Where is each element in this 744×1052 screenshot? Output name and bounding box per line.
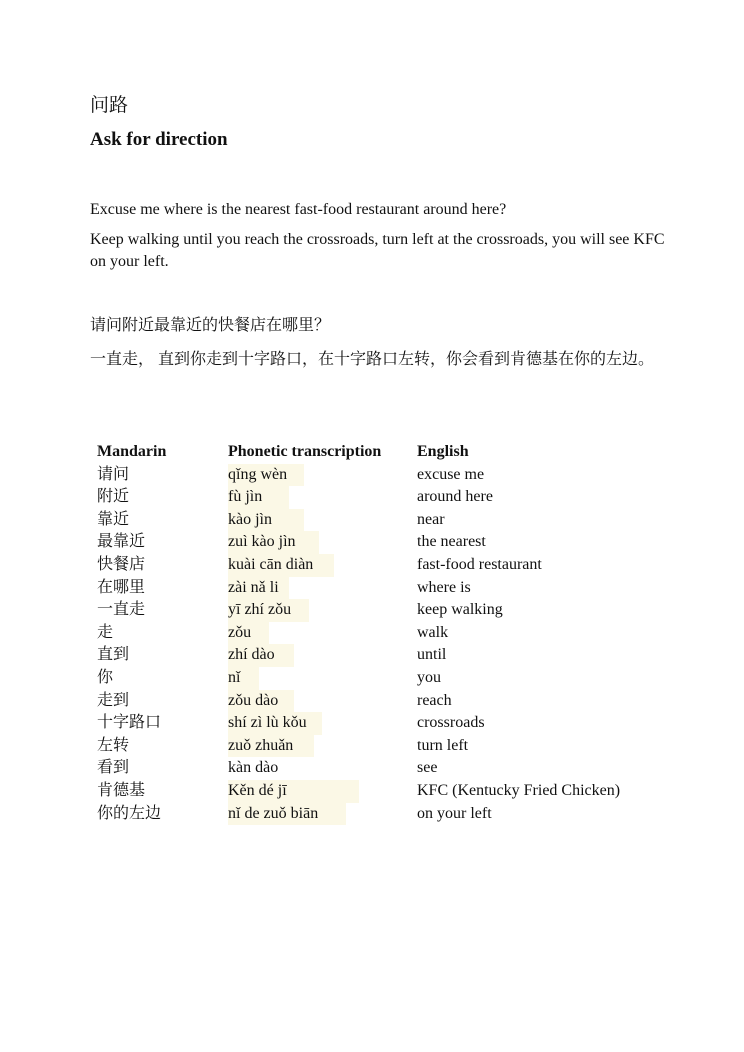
mandarin-cell: 十字路口 [97,714,162,732]
english-cell: walk [417,623,449,641]
english-cell: on your left [417,804,492,822]
phonetic-cell: kàn dào [228,759,279,777]
chinese-answer: 一直走， 直到你走到十字路口，在十字路口左转，你会看到肯德基在你的左边。 [90,351,655,368]
phonetic-cell: kuài cān diàn [228,554,334,577]
phonetic-cell: qǐng wèn [228,464,304,487]
header-mandarin: Mandarin [97,443,167,460]
phonetic-cell: nǐ de zuǒ biān [228,803,346,826]
english-cell: crossroads [417,714,485,732]
english-cell: KFC (Kentucky Fried Chicken) [417,781,621,799]
english-question: Excuse me where is the nearest fast-food restaurant around here? [90,201,507,218]
mandarin-cell: 走到 [97,691,130,709]
english-cell: fast-food restaurant [417,555,542,573]
phonetic-cell: zhí dào [228,644,294,667]
phonetic-cell: nǐ [228,667,259,690]
mandarin-cell: 肯德基 [97,781,146,799]
chinese-question: 请问附近最靠近的快餐店在哪里？ [90,317,331,334]
english-cell: near [417,510,445,528]
mandarin-cell: 附近 [97,488,130,506]
phonetic-cell: zài nǎ li [228,577,289,600]
phonetic-cell: fù jìn [228,486,289,509]
phonetic-cell: shí zì lù kǒu [228,712,322,735]
header-english: English [417,443,469,460]
phonetic-cell: kào jìn [228,509,304,532]
english-cell: turn left [417,736,469,754]
mandarin-cell: 一直走 [97,601,146,619]
english-cell: reach [417,691,452,709]
mandarin-cell: 靠近 [97,510,130,528]
page-title-chinese: 问路 [90,95,129,116]
mandarin-cell: 直到 [97,646,130,664]
phonetic-cell: zǒu dào [228,690,294,713]
english-cell: until [417,646,447,664]
mandarin-cell: 你 [97,668,114,686]
english-cell: you [417,668,441,686]
mandarin-cell: 在哪里 [97,578,146,596]
mandarin-cell: 请问 [97,465,130,483]
mandarin-cell: 走 [97,623,114,641]
phonetic-cell: zuì kào jìn [228,531,319,554]
phonetic-cell: zǒu [228,622,269,645]
phonetic-cell: zuǒ zhuǎn [228,735,314,758]
english-cell: where is [417,578,471,596]
mandarin-cell: 你的左边 [97,804,162,822]
english-cell: around here [417,488,493,506]
english-cell: the nearest [417,533,486,551]
english-cell: keep walking [417,601,503,619]
page-title-english: Ask for direction [90,129,228,150]
english-cell: excuse me [417,465,485,483]
phonetic-cell: yī zhí zǒu [228,599,309,622]
phonetic-cell: Kěn dé jī [228,780,359,803]
mandarin-cell: 左转 [97,736,130,754]
mandarin-cell: 快餐店 [97,555,146,573]
header-phonetic: Phonetic transcription [228,443,382,460]
english-answer: Keep walking until you reach the crossroads, turn left at the crossroads, you will see KFC on your left. [90,231,665,270]
mandarin-cell: 最靠近 [97,533,146,551]
mandarin-cell: 看到 [97,759,130,777]
english-cell: see [417,759,438,777]
